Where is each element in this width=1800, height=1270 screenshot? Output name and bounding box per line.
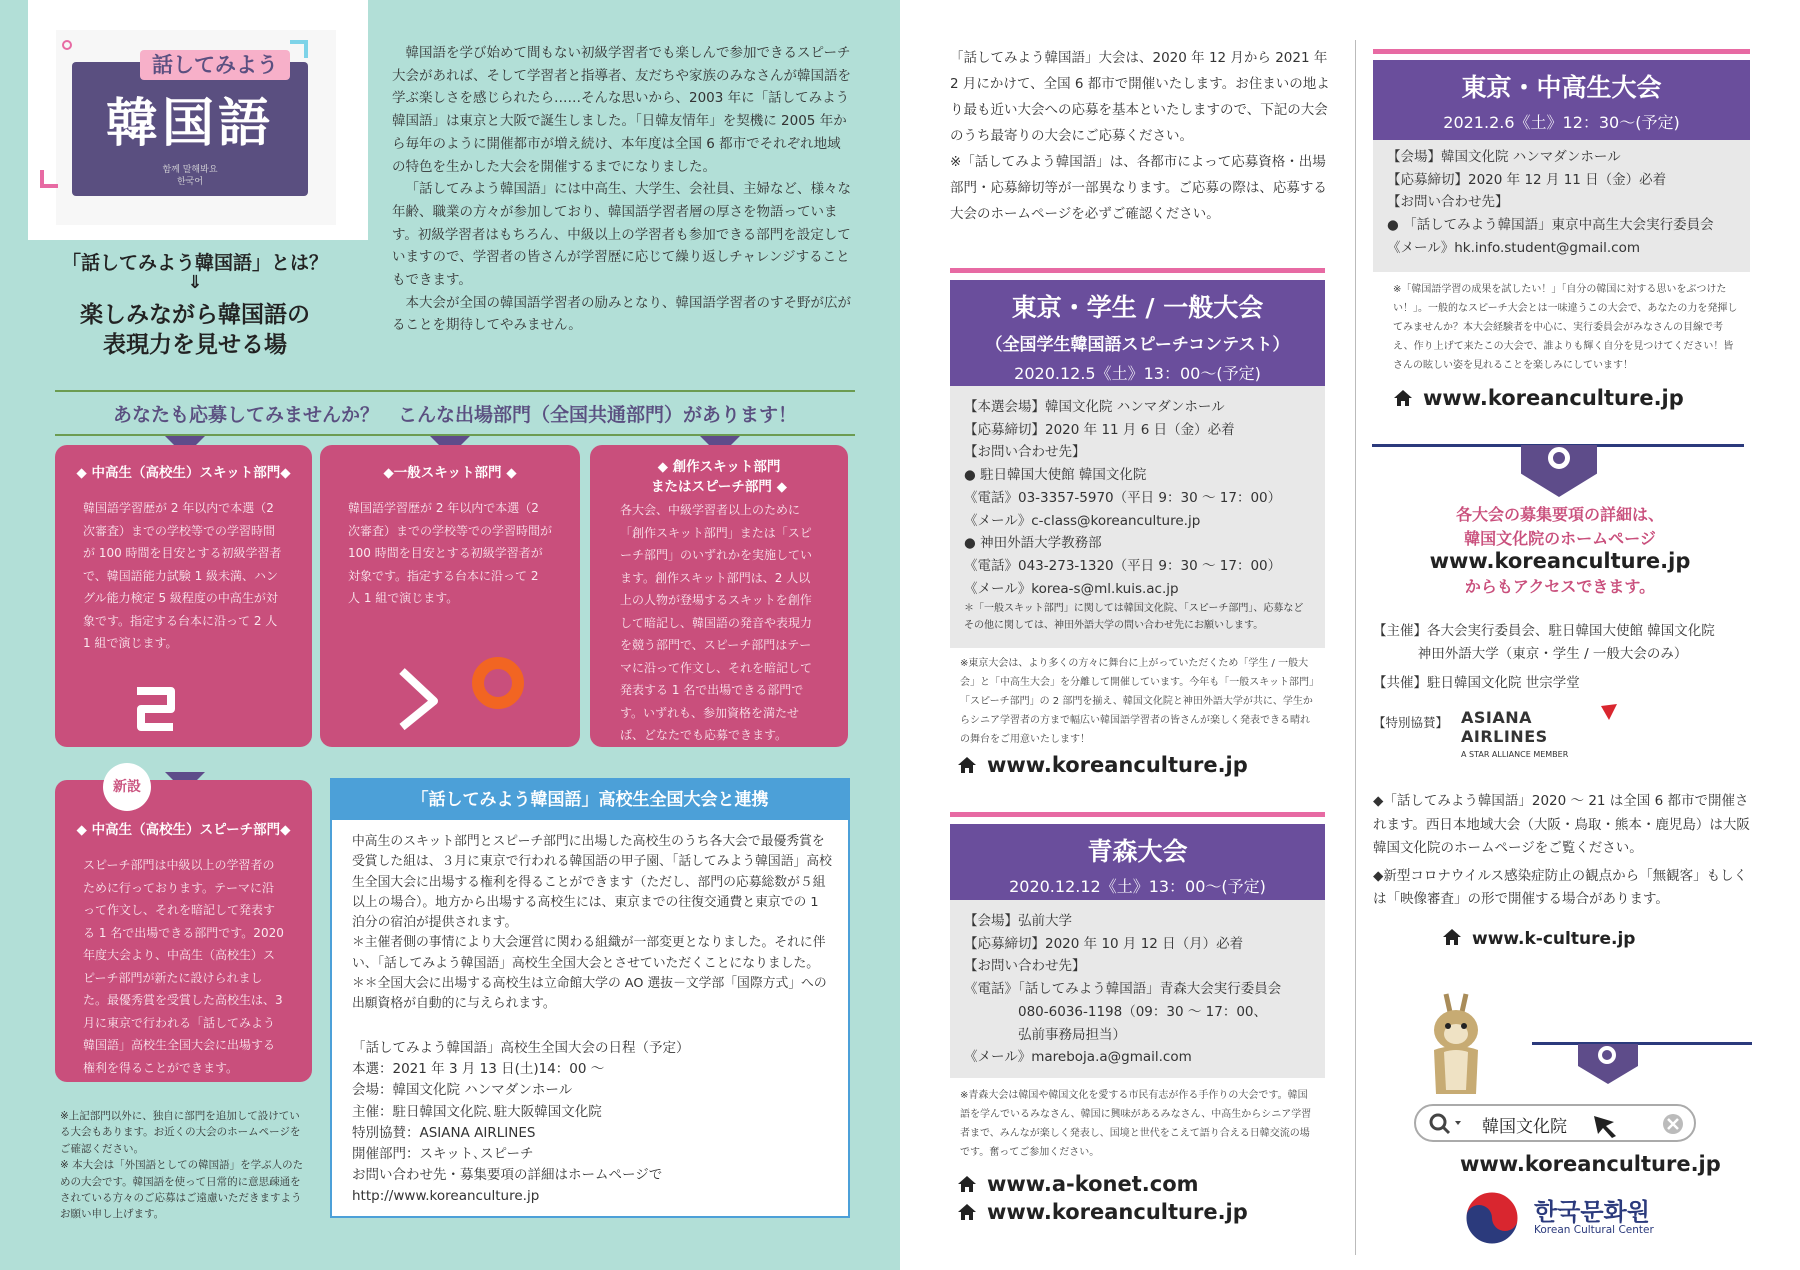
schedule-line: 「話してみよう韓国語」高校生全国大会の日程（予定） [352, 1040, 690, 1056]
new-badge: 新設 [103, 763, 151, 811]
tokyo-student-bar [1373, 49, 1750, 54]
korean-cultural-center-logo [1462, 1188, 1762, 1248]
detail-line: 【会場】弘前大学 [964, 913, 1072, 929]
logo-tag: 話してみよう [140, 50, 290, 80]
detail-line: 《メール》c-class@koreanculture.jp [964, 512, 1201, 529]
what-arrow: ⇓ [187, 272, 203, 293]
schedule-line: 開催部門：スキット､スピーチ [352, 1146, 534, 1163]
detail-line: 【会場】韓国文化院 ハンマダンホール [1387, 149, 1621, 165]
detail-line: 【応募締切】2020 年 10 月 12 日（月）必着 [964, 935, 1244, 952]
url-text: www.koreanculture.jp [1423, 386, 1684, 410]
sponsor-line: 【特別協賛】 [1373, 715, 1449, 730]
schedule-line: お問い合わせ先・募集要項の詳細はホームページで [352, 1167, 663, 1184]
asiana-wing-icon [1599, 702, 1619, 722]
aomori-details [950, 900, 1325, 1078]
tokyo-student-date: 2021.2.6《土》12：30～(予定) [1443, 113, 1680, 132]
detail-line: 【お問い合わせ先】 [964, 444, 1086, 461]
clear-icon[interactable] [1662, 1113, 1684, 1135]
tokyo-general-note: ※東京大会は、より多くの方々に舞台に上がっていただくため「学生 / 一般大会」と「中高生大会」を分離して開催しています。今年も「一般スキット部門」「スピーチ部門」の 2 部門を揃え、韓国文化院と神田外語大学が共に、学生からシニア学習者の方まで幅広い韓国語学習者の皆さんが楽しく発表できる晴れの舞台をご用意いたします！ [960, 658, 1314, 745]
national-championship-box [330, 778, 850, 1218]
category-card-general-skit [320, 445, 580, 747]
apply-heading: あなたも応募してみませんか？ こんな出場部門（全国共通部門）があります！ [112, 404, 797, 426]
detail-line: 080-6036-1198（09：30 ～ 17：00、 [964, 1003, 1268, 1020]
home-icon [957, 1175, 977, 1193]
deco-shape-1 [290, 40, 308, 58]
tokyo-student-header [1373, 60, 1750, 140]
schedule-line: 主催：駐日韓国文化院､駐大阪韓国文化院 [352, 1103, 602, 1120]
sponsor-line: 【主催】各大会実行委員会、駐日韓国大使館 韓国文化院 [1373, 623, 1715, 639]
national-championship-body [352, 832, 832, 1015]
note-line: ◆「話してみよう韓国語」2020 ～ 21 は全国 6 都市で開催されます。西日本地域大会（大阪・鳥取・熊本・鹿児島）は大阪韓国文化院のホームページをご覧ください。 [1373, 793, 1750, 856]
detail-line: 《メール》korea-s@ml.kuis.ac.jp [964, 580, 1179, 597]
right-intro [950, 45, 1330, 227]
home-icon [957, 756, 977, 774]
category-card-creative-skit [590, 445, 848, 747]
left-footnote [60, 1108, 310, 1223]
link-paragraph: ＊主催者側の事情により大会運営に関わる組織が一部変更となりました。それに伴い、「話してみよう韓国語」高校生全国大会とさせていただくことになりました。 [352, 935, 826, 971]
card-body: スピーチ部門は中級以上の学習者のために行っております。テーマに沿って作文し、それを暗記して発表する 1 名で出場できる部門です。2020 年度大会より、中高生（高校生）スピーチ部門が新たに設けられました。最優秀賞を受賞した高校生は、3 月に東京で行われる「話してみよう韓国語」高校生全国大会に出場する権利を得ることができます。 [83, 858, 284, 1075]
aomori-note: ※青森大会は韓国や韓国文化を愛する市民有志が作る手作りの大会です。韓国語を学んでいるみなさん、韓国に興味があるみなさん、中高生からシニア学習者まで、みんなが楽しく発表し、国境と世代をこえて語り合える日韓交流の場です。奮ってご参加ください。 [960, 1090, 1312, 1158]
detail-line: 【お問い合わせ先】 [1387, 194, 1509, 211]
kculture-url[interactable] [1442, 928, 1635, 949]
divider-top [55, 390, 855, 392]
intro-paragraph: 韓国語を学び始めて間もない初級学習者でも楽しんで参加できるスピーチ大会があれば、そして学習者と指導者、友だちや家族のみなさんが韓国語を学ぶ楽しさを感じられたら……そんな思いから、2003 年に「話してみよう韓国語」は東京と大阪で誕生しました。「日韓友情年」を契機に 2005 年から毎年のように開催都市が増え続け、本年度は全国 6 都市でそれぞれ地域の特色を生かした大会を開催するまでになりました。 [392, 45, 851, 175]
circle-deco-icon [470, 655, 526, 711]
sponsor-line: 【共催】駐日韓国文化院 世宗学堂 [1373, 675, 1580, 691]
search-input[interactable]: 韓国文化院 [1482, 1117, 1567, 1137]
info-line: 各大会の募集要項の詳細は、 [1455, 505, 1664, 524]
card-body: 韓国語学習歴が 2 年以内で本選（2 次審査）までの学校等での学習時間が 100 時間を目安とする初級学習者で、韓国語能力試験 1 級未満、ハングル能力検定 5 級程度の中高生が対象です。指定する台本に沿って 2 人 1 組で演じます。 [83, 501, 282, 650]
card-title: ◆ 中高生（高校生）スピーチ部門◆ [76, 822, 291, 838]
what-tagline-1: 楽しみながら韓国語の [80, 302, 310, 328]
search-bar[interactable] [1414, 1104, 1696, 1142]
url-text: www.koreanculture.jp [987, 753, 1248, 777]
info-text [1370, 503, 1750, 551]
link-paragraph: 中高生のスキット部門とスピーチ部門に出場した高校生のうち各大会で最優秀賞を受賞した組は、３月に東京で行われる韓国語の甲子園、「話してみよう韓国語」高校生全国大会に出場する権利を得ることができます（ただし、部門の応募総数が５組以上の場合）。地方から出場する高校生には、東京までの往復交通費と東京での 1 泊分の宿泊が提供されます。 [352, 834, 832, 931]
sponsor-line: 神田外語大学（東京・学生 / 一般大会のみ） [1373, 646, 1688, 662]
what-tagline [40, 300, 350, 360]
aomori-url-2[interactable] [957, 1200, 1248, 1224]
schedule-line: 本選：2021 年 3 月 13 日(土)14：00 ～ [352, 1061, 605, 1078]
cursor-arrow-icon [1592, 1114, 1632, 1138]
detail-line: 【本選会場】韓国文化院 ハンマダンホール [964, 399, 1225, 415]
note-line: ◆新型コロナウイルス感染症防止の観点から「無観客」もしくは「映像審査」の形で開催する場合があります。 [1373, 867, 1748, 907]
tokyo-general-url[interactable] [957, 753, 1248, 777]
bottom-divider [1532, 1042, 1752, 1045]
aomori-date: 2020.12.12《土》13：00～(予定) [1009, 877, 1266, 896]
asiana-name: ASIANA AIRLINES [1461, 708, 1548, 746]
ring-icon [1548, 447, 1570, 469]
national-championship-schedule [352, 1038, 832, 1208]
card-body: 各大会、中級学習者以上のために「創作スキット部門」または「スピーチ部門」のいずれかを実施しています。創作スキット部門は、2 人以上の人物が登場するスキットを創作して暗記し、韓国語の発音や表現力を競う部門で、スピーチ部門はテーマに沿って作文し、それを暗記して発表する 1 名で出場できる部門です。いずれも、参加資格を満たせば、どなたでも応募できます。 [620, 503, 813, 742]
detail-line: 弘前事務局担当） [964, 1026, 1126, 1043]
category-card-speech-highschool [55, 780, 312, 1082]
detail-line: 【お問い合わせ先】 [964, 958, 1086, 975]
tokyo-student-note: ※「韓国語学習の成果を試したい！」「自分の韓国に対する思いをぶつけたい！」。一般的なスピーチ大会とは一味違うこの大会で、あなたの力を発揮してみませんか？本大会経験者を中心に、実行委員会がみなさんの目線で考え、作り上げて来たこの大会で、誰よりも輝く自分を見つけてください！皆さんの眩しい姿を見れることを楽しみにしています！ [1393, 284, 1738, 371]
aomori-title: 青森大会 [1087, 837, 1188, 866]
footnote-line: ※上記部門以外に、独自に部門を追加して設けている大会もあります。お近くの大会のホームページをご確認ください。 [60, 1110, 301, 1155]
detail-line: ● 「話してみよう韓国語」東京中高生大会実行委員会 [1387, 217, 1714, 234]
detail-line: 【応募締切】2020 年 11 月 6 日（金）必着 [964, 421, 1235, 438]
tokyo-student-title: 東京・中高生大会 [1461, 73, 1662, 102]
tokyo-student-url[interactable] [1393, 386, 1684, 410]
intro-paragraph: 本大会が全国の韓国語学習者の励みとなり、韓国語学習者のすそ野が広がることを期待してやみません。 [392, 294, 851, 334]
what-heading: 「話してみよう韓国語」とは？ [61, 252, 328, 274]
detail-line: 【応募締切】2020 年 12 月 11 日（金）必着 [1387, 171, 1667, 188]
what-tagline-2: 表現力を見せる場 [103, 332, 287, 358]
mascot-illustration [1420, 990, 1492, 1098]
column-divider [1355, 40, 1356, 1255]
aomori-header [950, 824, 1325, 900]
logo-subtitle-1: 함께 말해봐요 [162, 165, 218, 175]
home-icon [1393, 389, 1413, 407]
right-notes [1373, 790, 1758, 912]
aomori-url-1[interactable] [957, 1172, 1199, 1196]
tokyo-general-header [950, 280, 1325, 386]
taeguk-logo-icon [1462, 1188, 1522, 1248]
detail-line: 《電話》「話してみよう韓国語」青森大会実行委員会 [964, 981, 1282, 998]
tokyo-general-date: 2020.12.5《土》13：00～(予定) [1014, 364, 1261, 383]
tokyo-general-details [950, 386, 1325, 648]
hangul-deco-icon [133, 685, 177, 733]
home-icon [957, 1203, 977, 1221]
schedule-line: 特別協賛：ASIANA AIRLINES [352, 1124, 536, 1141]
card-body: 韓国語学習歴が 2 年以内で本選（2 次審査）までの学校等での学習時間が 100 時間を目安とする初級学習者が対象です。指定する台本に沿って 2 人 1 組で演じます。 [348, 501, 553, 605]
detail-line: 《電話》043-273-1320（平日 9：30 ～ 17：00） [964, 557, 1282, 574]
info-line: 韓国文化院のホームページ [1464, 529, 1656, 548]
logo-card [28, 0, 368, 240]
tokyo-student-details [1373, 140, 1750, 272]
category-card-skit-highschool [55, 445, 312, 747]
asiana-logo [1461, 708, 1621, 759]
card-title: ◆一般スキット部門 ◆ [383, 465, 517, 481]
detail-line: 《メール》mareboja.a@gmail.com [964, 1049, 1192, 1066]
detail-line: 《電話》03-3357-5970（平日 9：30 ～ 17：00） [964, 489, 1282, 506]
right-intro-paragraph: ※「話してみよう韓国語」は、各都市によって応募資格・出場部門・応募締切等が一部異なります。ご応募の際は、応募する大会のホームページを必ずご確認ください。 [950, 154, 1327, 222]
detail-line: ● 駐日韓国大使館 韓国文化院 [964, 467, 1147, 484]
angle-deco-icon [394, 663, 444, 733]
tokyo-general-title: 東京・学生 / 一般大会 [1011, 293, 1264, 322]
tokyo-general-subtitle: （全国学生韓国語スピーチコンテスト） [985, 335, 1290, 355]
info-url[interactable]: www.koreanculture.jp [1429, 549, 1691, 573]
card-title-2: またはスピーチ部門 ◆ [650, 479, 788, 495]
national-championship-title: 「話してみよう韓国語」高校生全国大会と連携 [332, 780, 848, 820]
schedule-link[interactable]: http://www.koreanculture.jp [352, 1188, 540, 1205]
url-text: www.k-culture.jp [1472, 929, 1636, 949]
right-intro-paragraph: 「話してみよう韓国語」大会は、2020 年 12 月から 2021 年 2 月にかけて、全国 6 都市で開催いたします。お住まいの地より最も近い大会への応募を基本といたしますので、下記の大会のうち最寄りの大会にご応募ください。 [950, 50, 1330, 144]
card-title-1: ◆ 創作スキット部門 [657, 459, 781, 475]
logo-subtitle-2: 한국어 [176, 177, 204, 187]
link-paragraph: ＊＊全国大会に出場する高校生は立命館大学の AO 選抜－文学部「国際方式」への出願資格が自動的に与えられます。 [352, 976, 827, 1012]
kcc-korean-name: 한국문화원 [1534, 1198, 1650, 1226]
intro-paragraph: 「話してみよう韓国語」には中高生、大学生、会社員、主婦など、様々な年齢、職業の方々が参加しており、韓国語学習者層の厚さを物語っています。初級学習者はもちろん、中級以上の学習者も参加できる部門を設定していますので、学習者の皆さんが学習歴に応じて繰り返しチャレンジすることもできます。 [392, 181, 851, 289]
intro-text [392, 42, 854, 337]
tokyo-general-bar [950, 268, 1325, 273]
aomori-bar [950, 812, 1325, 817]
info-tail: からもアクセスできます。 [1464, 577, 1656, 596]
bottom-url[interactable]: www.koreanculture.jp [1460, 1152, 1721, 1176]
home-icon [1442, 928, 1462, 946]
ring-icon [1598, 1046, 1616, 1064]
asiana-sub: A STAR ALLIANCE MEMBER [1461, 750, 1569, 759]
logo-title: 韓国語 [105, 94, 274, 154]
search-icon [1428, 1112, 1464, 1136]
detail-footnote: ＊「一般スキット部門」に関しては韓国文化院、「スピーチ部門」、応募などその他に関しては、神田外語大学の問い合わせ先にお願いします。 [964, 603, 1304, 632]
detail-line: 《メール》hk.info.student@gmail.com [1387, 239, 1640, 256]
kcc-english-name: Korean Cultural Center [1534, 1224, 1654, 1236]
detail-line: ● 神田外語大学教務部 [964, 535, 1102, 552]
divider-bottom [55, 434, 855, 436]
deco-shape-2 [40, 170, 58, 188]
deco-circle [62, 40, 72, 50]
url-text: www.a-konet.com [987, 1172, 1199, 1196]
url-text: www.koreanculture.jp [987, 1200, 1248, 1224]
schedule-line: 会場：韓国文化院 ハンマダンホール [352, 1082, 573, 1099]
card-title: ◆ 中高生（高校生）スキット部門◆ [76, 465, 291, 481]
footnote-line: ※ 本大会は「外国語としての韓国語」を学ぶ人のための大会です。韓国語を使って日常的に意思疎通をされている方々のご応募はご遠慮いただきますようお願い申し上げます。 [60, 1159, 304, 1221]
